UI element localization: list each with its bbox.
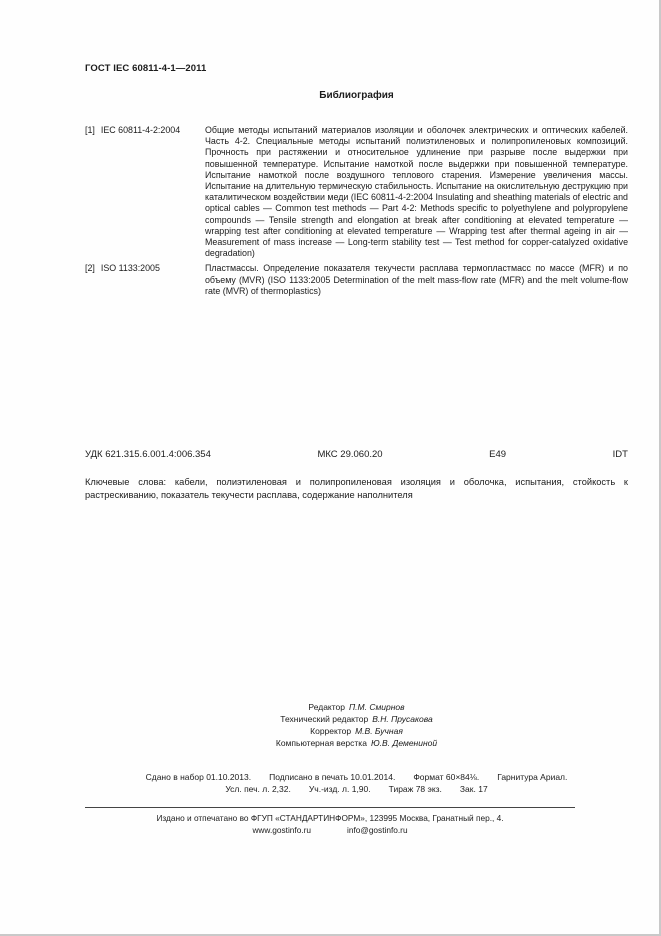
bibliography-text: Пластмассы. Определение показателя текучести расплава термопластмасс по массе (MFR) и по объему (MVR) (ISO 1133:2005 Determination of the melt mass-flow rate (MFR) and the melt volume-flow rate (MVR) of thermoplastics) — [205, 263, 628, 296]
mks-code: МКС 29.060.20 — [317, 449, 383, 461]
print-date: Подписано в печать 10.01.2014. — [269, 772, 396, 783]
staff-role: Корректор — [310, 726, 352, 737]
staff-name: П.М. Смирнов — [349, 702, 405, 713]
bibliography-list — [85, 125, 628, 297]
print-line-2 — [85, 783, 628, 795]
bibliography-text: Общие методы испытаний материалов изоляции и оболочек электрических и оптических кабелей. Часть 4-2. Специальные методы испытаний полиэтиленовых и полипропиленовых композиций. Прочность при растяжении и относительное удлинение при разрыве после выдержки при повышенной температуре. Испытание намоткой после выдержки при повышенной температуре. Испытание намоткой после воздушного теплового старения. Измерение увеличения массы. Испытание на длительную термическую стабильность. Испытание на окислительную деструкцию при каталитическом воздействии меди (IEC 60811-4-2:2004 Insulating and sheathing materials of electric and optical cables — Common test methods — Part 4-2: Methods specific to polyethylene and polypropylene compounds — Tensile strength and elongation at break after conditioning at elevated temperature — wrapping test after conditioning at elevated temperature — Wrapping test after thermal ageing in air — Measurement of mass increase — Long-term stability test — Test method for copper-catalyzed oxidative degradation) — [205, 125, 628, 259]
print-run: Тираж 78 экз. — [388, 784, 442, 795]
ref-number: [2] — [85, 263, 95, 274]
staff-line — [85, 701, 628, 713]
bibliography-ref — [85, 263, 205, 297]
classification-row — [85, 449, 628, 460]
bibliography-ref — [85, 125, 205, 259]
typeset-date: Сдано в набор 01.10.2013. — [145, 772, 252, 783]
footer — [85, 807, 575, 836]
document-header: ГОСТ IEC 60811-4-1—2011 — [85, 63, 207, 74]
conv-sheets: Усл. печ. л. 2,32. — [225, 784, 291, 795]
staff-role: Компьютерная верстка — [275, 738, 367, 749]
keywords-paragraph: Ключевые слова: кабели, полиэтиленовая и полипропиленовая изоляция и оболочка, испытания, стойкость к растрескиванию, показатель текучести расплава, содержание наполнителя — [85, 477, 628, 500]
colophon-staff — [85, 701, 628, 749]
print-info — [85, 771, 628, 795]
ref-code: IEC 60811-4-2:2004 — [100, 125, 181, 135]
staff-role: Технический редактор — [280, 714, 369, 725]
ref-code: ISO 1133:2005 — [100, 263, 160, 274]
staff-line — [85, 725, 628, 737]
page-title: Библиография — [319, 90, 394, 101]
staff-line — [85, 713, 628, 725]
staff-name: М.В. Бучная — [355, 726, 403, 737]
format: Формат 60×84⅛. — [413, 772, 480, 783]
staff-role: Редактор — [308, 702, 345, 713]
website-link: www.gostinfo.ru — [252, 825, 312, 836]
email-link: info@gostinfo.ru — [347, 825, 408, 836]
group-code: Е49 — [489, 449, 507, 461]
ref-number: [1] — [85, 125, 95, 135]
footer-links — [85, 825, 575, 836]
footer-divider — [85, 807, 575, 808]
pub-sheets: Уч.-изд. л. 1,90. — [308, 784, 371, 795]
typeface: Гарнитура Ариал. — [497, 772, 568, 783]
print-line-1 — [85, 771, 628, 783]
staff-name: Ю.В. Демениной — [370, 738, 438, 749]
order-number: Зак. 17 — [459, 784, 488, 795]
staff-name: В.Н. Прусакова — [372, 714, 433, 725]
bibliography-entry — [85, 125, 628, 259]
staff-line — [85, 737, 628, 749]
udk-code: УДК 621.315.6.001.4:006.354 — [85, 449, 211, 461]
idt-label: IDT — [612, 449, 628, 461]
bibliography-entry — [85, 263, 628, 297]
publisher-line: Издано и отпечатано во ФГУП «СТАНДАРТИНФОРМ», 123995 Москва, Гранатный пер., 4. — [156, 813, 504, 824]
